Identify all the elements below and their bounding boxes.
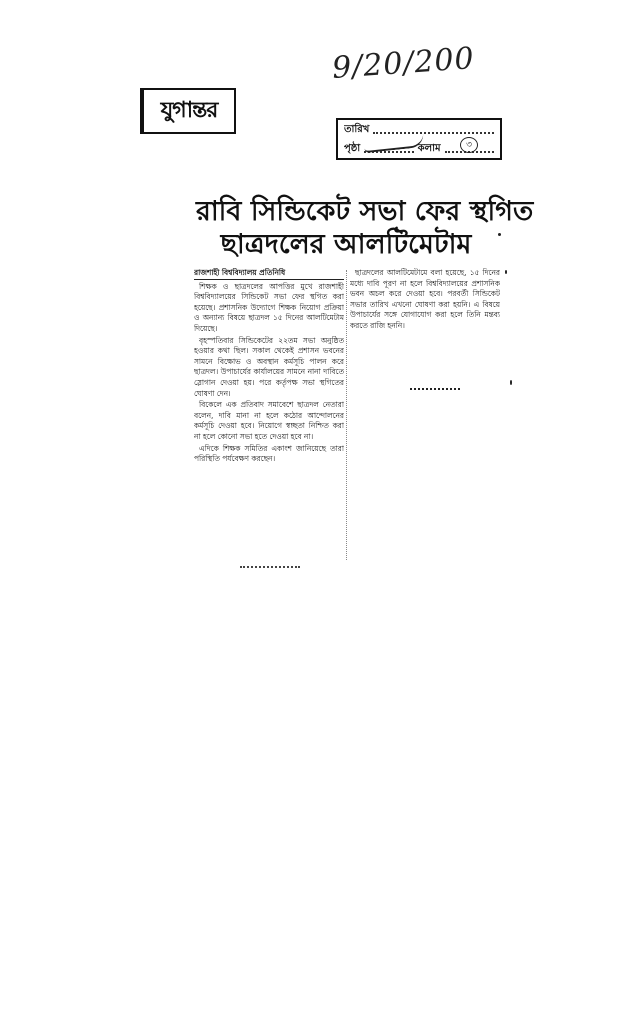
- handwritten-date: 9/20/200: [330, 41, 476, 86]
- article-byline: রাজশাহী বিশ্ববিদ্যালয় প্রতিনিধি: [194, 268, 344, 280]
- stamp-page-number: ৩: [460, 137, 478, 153]
- scan-speck: [505, 270, 507, 274]
- clipping-torn-edge: [240, 566, 300, 568]
- scan-speck: [510, 380, 512, 385]
- stamp-date-label: তারিখ: [344, 123, 370, 135]
- stamp-column-label: কলাম: [417, 142, 441, 154]
- article-paragraph: বৃহস্পতিবার সিন্ডিকেটের ২২তম সভা অনুষ্ঠিত হওয়ার কথা ছিল। সকাল থেকেই প্রশাসন ভবনের সামনে বিক্ষোভ ও অবস্থান কর্মসূচি পালন করে ছাত্রদল। উপাচার্যের কার্যালয়ের সামনে নানা দাবিতে স্লোগান দেওয়া হয়। পরে কর্তৃপক্ষ সভা স্থগিতের ঘোষণা দেন।: [194, 335, 344, 398]
- article-column-left: [194, 268, 344, 570]
- stamp-dotted-line: [373, 132, 494, 134]
- article-headline: [196, 196, 534, 261]
- article-column-right: [350, 268, 500, 388]
- clipping-stamp: [336, 118, 502, 160]
- article-paragraph: শিক্ষক ও ছাত্রদলের আপত্তির মুখে রাজশাহী বিশ্ববিদ্যালয়ের সিন্ডিকেট সভা ফের স্থগিত করা হয়েছে। প্রশাসনিক উদ্যোগে শিক্ষক নিয়োগ প্রক্রিয়া ও অন্যান্য বিষয়ে ছাত্রদল ১৫ দিনের আলটিমেটাম দিয়েছে।: [194, 281, 344, 333]
- headline-line-1: রাবি সিন্ডিকেট সভা ফের স্থগিত: [196, 196, 534, 227]
- article-end-mark: [410, 388, 460, 390]
- article-paragraph: এদিকে শিক্ষক সমিতির একাংশ জানিয়েছে তারা পরিস্থিতি পর্যবেক্ষণ করছেন।: [194, 443, 344, 464]
- newspaper-name: যুগান্তর: [140, 88, 236, 134]
- stamp-page-label: পৃষ্ঠা: [344, 142, 361, 154]
- column-divider: [346, 270, 347, 560]
- scan-speck: [498, 233, 501, 236]
- headline-line-2: ছাত্রদলের আলটিমেটাম: [220, 229, 472, 261]
- article-paragraph: ছাত্রদলের আলটিমেটামে বলা হয়েছে, ১৫ দিনের মধ্যে দাবি পূরণ না হলে বিশ্ববিদ্যালয়ের প্রশাসনিক ভবন অচল করে দেওয়া হবে। পরবর্তী সিন্ডিকেট সভার তারিখ এখনো ঘোষণা করা হয়নি। এ বিষয়ে উপাচার্যের সঙ্গে যোগাযোগ করা হলে তিনি মন্তব্য করতে রাজি হননি।: [350, 268, 500, 330]
- article-paragraph: বিকেলে এক প্রতিবাদ সমাবেশে ছাত্রদল নেতারা বলেন, দাবি মানা না হলে কঠোর আন্দোলনের কর্মসূচি দেওয়া হবে। নিয়োগে স্বচ্ছতা নিশ্চিত করা না হলে কোনো সভা হতে দেওয়া হবে না।: [194, 400, 344, 441]
